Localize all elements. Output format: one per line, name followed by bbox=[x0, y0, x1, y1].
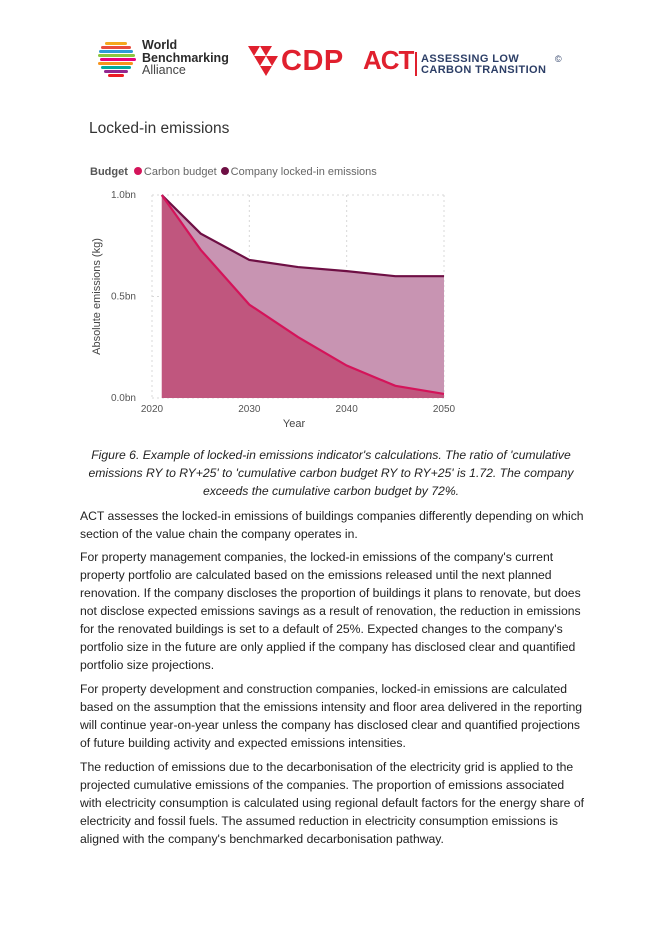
y-axis-title: Absolute emissions (kg) bbox=[91, 238, 103, 355]
x-tick-label: 2030 bbox=[238, 404, 261, 415]
x-tick-label: 2040 bbox=[335, 404, 358, 415]
act-subtitle-line-1: ASSESSING LOW bbox=[421, 53, 520, 65]
wba-line-3: Alliance bbox=[142, 63, 186, 77]
cdp-wordmark: CDP bbox=[281, 45, 344, 77]
x-tick-label: 2020 bbox=[140, 404, 164, 415]
section-title: Locked-in emissions bbox=[89, 120, 230, 137]
legend-label-carbon-budget: Carbon budget bbox=[143, 166, 217, 178]
wba-globe-icon bbox=[98, 40, 136, 78]
legend-label-company-locked-in: Company locked-in emissions bbox=[230, 166, 377, 178]
x-axis-title: Year bbox=[282, 418, 306, 430]
wba-line-1: World bbox=[142, 38, 178, 52]
figure-caption: Figure 6. Example of locked-in emissions indicator's calculations. The ratio of 'cumulative emissions RY to RY+25' to 'cumulative carbon budget RY to RY+25' is 1.72. The company exceeds the cumulative carbon budget by 72%. bbox=[88, 448, 574, 498]
locked-in-emissions-chart bbox=[84, 160, 464, 435]
cdp-mark-icon bbox=[246, 42, 282, 78]
paragraph-2: For property management companies, the locked-in emissions of the company's current property portfolio are calculated based on the emissions released until the next planned renovation. If the company discloses the proportion of buildings it plans to renovate, but does not disclose expected emissions savings as a result of renovation, the reduction in emissions for the renovated buildings is set to a default of 25%. Expected changes to the company's portfolio size in the future are only applied if the company has disclosed clear and quantified portfolio size projections. bbox=[80, 550, 581, 672]
header-logos bbox=[98, 36, 568, 86]
cdp-logo bbox=[246, 42, 344, 78]
paragraph-1: ACT assesses the locked-in emissions of buildings companies differently depending on which section of the value chain the company operates in. bbox=[80, 509, 584, 541]
wba-line-2: Benchmarking bbox=[142, 50, 229, 65]
act-subtitle-line-2: CARBON TRANSITION bbox=[421, 64, 547, 76]
x-tick-label: 2050 bbox=[432, 404, 456, 415]
act-subtitle bbox=[421, 54, 546, 76]
paragraph-3: For property development and construction companies, locked-in emissions are calculated based on the assumption that the emissions intensity and floor area delivered in the reporting will continue year-on-year unless the company has disclosed clear and quantified projections of future building activity and expected emissions intensities. bbox=[80, 682, 583, 750]
act-divider bbox=[415, 52, 417, 76]
copyright-mark: © bbox=[555, 54, 562, 64]
chart-plot bbox=[84, 160, 464, 435]
wba-logo bbox=[98, 38, 238, 82]
act-wordmark: ACT bbox=[363, 45, 414, 75]
wba-wordmark bbox=[142, 39, 229, 77]
act-logo bbox=[363, 45, 573, 80]
paragraph-4: The reduction of emissions due to the decarbonisation of the electricity grid is applied to the projected cumulative emissions of the companies. The proportion of emissions associated with electricity consumption is calculated using regional default factors for the energy share of electricity and fossil fuels. The assumed reduction in electricity consumption emissions is aligned with the company's benchmarked decarbonisation pathway. bbox=[80, 760, 585, 846]
legend-title: Budget bbox=[90, 166, 128, 178]
y-tick-label: 0.5bn bbox=[110, 291, 136, 303]
y-tick-label: 0.0bn bbox=[110, 393, 136, 404]
y-tick-label: 1.0bn bbox=[110, 190, 136, 201]
